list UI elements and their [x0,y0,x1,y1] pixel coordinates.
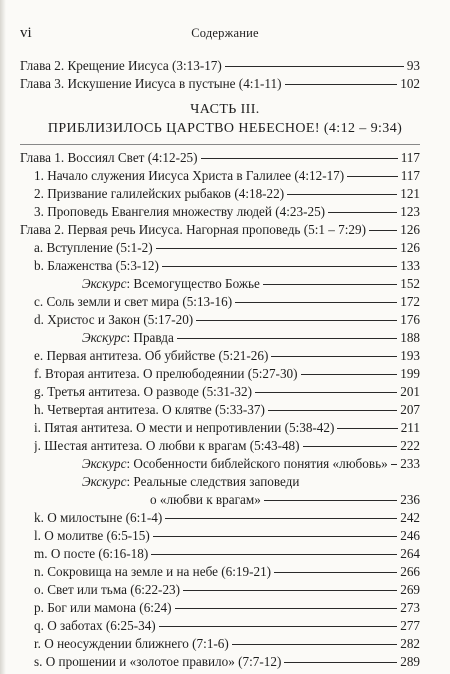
section-divider [20,144,420,145]
dotted-leader [287,194,397,195]
toc-entry [34,581,420,598]
toc-entry-page: 193 [400,348,420,363]
toc-entry-title: Экскурс: Всемогущество Божье [82,276,260,291]
toc-entry [34,383,420,400]
toc-entry [34,437,420,454]
dotted-leader [264,500,397,501]
excursus-label: Экскурс [82,456,127,471]
toc-entry-page: 126 [400,240,420,255]
dotted-leader [183,590,397,591]
toc-entry-page: 207 [400,402,420,417]
dotted-leader [255,392,397,393]
toc-entry [34,347,420,364]
toc-entry [34,509,420,526]
toc-entry-page: 172 [400,294,420,309]
toc-entry-page: 199 [400,366,420,381]
toc-entry-title: Глава 2. Первая речь Иисуса. Нагорная проповедь (5:1 – 7:29) [20,222,367,237]
toc-entry-page: 273 [400,600,420,615]
toc-entry-page: 176 [400,312,420,327]
dotted-leader [263,284,397,285]
toc-entry-excursus [82,275,420,292]
toc-entry-excursus [82,329,420,346]
toc-entry [34,545,420,562]
dotted-leader [232,644,397,645]
toc-entry [34,185,420,202]
toc-entry-page: 121 [400,186,420,201]
toc-entry-excursus [82,473,299,490]
part-number: ЧАСТЬ III. [190,102,260,117]
dotted-leader [303,446,398,447]
toc-entry-title: r. О неосуждении ближнего (7:1-6) [34,636,229,651]
toc-entry-page: 152 [400,276,420,291]
dotted-leader [159,626,398,627]
toc-entry-title: q. О заботах (6:25-34) [34,618,156,633]
toc-entry-continuation [150,491,420,508]
toc-entry-title: l. О молитве (6:5-15) [34,528,150,543]
toc-entry-title: k. О милостыне (6:1-4) [34,510,163,525]
dotted-leader [274,572,397,573]
toc-entry [34,563,420,580]
running-title: Содержание [191,26,259,40]
toc-entry [20,57,420,74]
page-header [0,25,450,41]
dotted-leader [196,320,397,321]
dotted-leader [162,266,397,267]
toc-entry-title: : Реальные следствия заповеди [126,474,300,489]
toc-entry [20,221,420,238]
dotted-leader [285,84,398,85]
toc-entry-page: 133 [400,258,420,273]
toc-entry-title: Глава 2. Крещение Иисуса (3:13-17) [20,58,222,73]
toc-entry [34,293,420,310]
toc-entry [34,311,420,328]
dotted-leader [347,176,398,177]
page-number: vi [20,25,32,41]
toc-entry-title: i. Пятая антитеза. О мести и непротивлении (5:38-42) [34,420,335,435]
toc-entry-page: 126 [400,222,420,237]
dotted-leader [369,230,397,231]
toc-entry-title: g. Третья антитеза. О разводе (5:31-32) [34,384,252,399]
toc-entry-page: 93 [406,58,420,73]
toc-entry-title: b. Блаженства (5:3-12) [34,258,159,273]
toc-entry-page: 233 [400,456,420,471]
excursus-label: Экскурс [82,276,127,291]
toc-entry-page: 282 [400,636,420,651]
toc-entry-title: Экскурс: Особенности библейского понятия «любовь» [82,456,388,471]
toc-entry-page: 201 [400,384,420,399]
toc-entry [34,401,420,418]
toc-entry-page: 117 [400,150,420,165]
dotted-leader [201,158,398,159]
dotted-leader [235,302,397,303]
dotted-leader [151,554,397,555]
toc-entry-page: 211 [400,420,420,435]
dotted-leader [271,356,397,357]
toc-entry [20,75,420,92]
excursus-label: Экскурс [82,330,127,345]
toc-entry-title: p. Бог или мамона (6:24) [34,600,172,615]
toc-entry-title: f. Вторая антитеза. О прелюбодеянии (5:27-30) [34,366,298,381]
toc-entry-title: 2. Призвание галилейских рыбаков (4:18-22) [34,186,285,201]
toc-entry-page: 277 [400,618,420,633]
dotted-leader [177,338,397,339]
toc-entry-title: n. Сокровища на земле и на небе (6:19-21) [34,564,272,579]
toc-entry-title: Экскурс: Правда [82,330,174,345]
toc-entry-page: 123 [400,204,420,219]
toc-entry-title: o. Свет или тьма (6:22-23) [34,582,181,597]
toc-entry-title: 3. Проповедь Евангелия множеству людей (4:23-25) [34,204,326,219]
toc-entry-title: Глава 3. Искушение Иисуса в пустыне (4:1-11) [20,76,282,91]
dotted-leader [225,66,404,67]
dotted-leader [153,536,397,537]
toc-entry-title: 1. Начало служения Иисуса Христа в Галилее (4:12-17) [34,168,345,183]
toc-entry-title: a. Вступление (5:1-2) [34,240,153,255]
toc-entry-title: c. Соль земли и свет мира (5:13-16) [34,294,233,309]
dotted-leader [156,248,398,249]
toc-entry [34,239,420,256]
toc-entry-page: 266 [400,564,420,579]
dotted-leader [328,212,397,213]
toc-entry [34,257,420,274]
toc-entry-title: e. Первая антитеза. Об убийстве (5:21-26) [34,348,269,363]
dotted-leader [268,410,397,411]
toc-entry-excursus [82,455,420,472]
dotted-leader [301,374,398,375]
toc-entry-page: 264 [400,546,420,561]
toc-entry-title: о «любви к врагам» [150,492,261,507]
toc-entry-title: s. О прошении и «золотое правило» (7:7-12) [34,654,282,669]
dotted-leader [337,428,397,429]
dotted-leader [175,608,398,609]
excursus-label: Экскурс [82,474,127,489]
toc-entry-title: j. Шестая антитеза. О любви к врагам (5:43-48) [34,438,300,453]
toc-entry [34,527,420,544]
toc-entry-page: 188 [400,330,420,345]
dotted-leader [165,518,397,519]
toc-entry-page: 102 [400,76,420,91]
part-title: ПРИБЛИЗИЛОСЬ ЦАРСТВО НЕБЕСНОЕ! (4:12 – 9:34) [47,121,403,136]
toc-entry-page: 246 [400,528,420,543]
toc-entry-title: Глава 1. Воссиял Свет (4:12-25) [20,150,198,165]
toc-entry [34,203,420,220]
toc-entry [34,167,420,184]
toc-entry-page: 222 [400,438,420,453]
toc-entry-page: 117 [400,168,420,183]
toc-entry-title: d. Христос и Закон (5:17-20) [34,312,194,327]
toc-entry-page: 289 [400,654,420,669]
dotted-leader [284,662,397,663]
toc-entry-page: 269 [400,582,420,597]
dotted-leader [391,464,398,465]
toc-entry-page: 236 [400,492,420,507]
toc-entry-page: 242 [400,510,420,525]
toc-entry [34,653,420,670]
toc-entry [20,149,420,166]
toc-entry-title: h. Четвертая антитеза. О клятве (5:33-37) [34,402,265,417]
toc-entry-title: m. О посте (6:16-18) [34,546,149,561]
toc-entry [34,617,420,634]
toc-entry [34,635,420,652]
toc-entry [34,419,420,436]
toc-entry [34,365,420,382]
toc-entry [34,599,420,616]
